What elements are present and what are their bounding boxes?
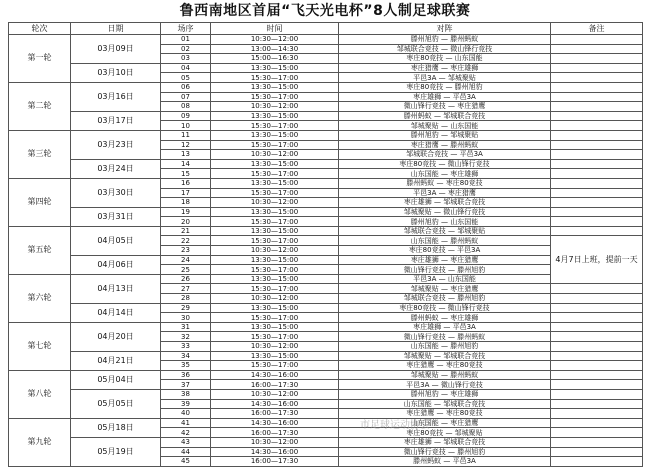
fixture-cell: 山东国能 — 枣庄猎鹰 — [339, 418, 551, 428]
time-cell: 10:30—12:00 — [211, 102, 339, 112]
date-cell: 03月10日 — [71, 63, 161, 82]
fixture-cell: 枣庄80竞技 — 山东国能 — [339, 54, 551, 64]
date-cell: 04月05日 — [71, 226, 161, 255]
table-row — [9, 226, 643, 236]
match-no-cell: 28 — [161, 294, 211, 304]
table-row — [9, 35, 643, 45]
fixture-cell: 微山锋行竞技 — 滕州旭豹 — [339, 265, 551, 275]
match-no-cell: 05 — [161, 73, 211, 83]
fixture-cell: 邹城聚贴 — 邹城联合竞技 — [339, 351, 551, 361]
fixture-cell: 邹城聚贴 — 山东国能 — [339, 121, 551, 131]
time-cell: 15:30—17:00 — [211, 361, 339, 371]
fixture-cell: 平邑3A — 山东国能 — [339, 274, 551, 284]
time-cell: 15:30—17:00 — [211, 332, 339, 342]
time-cell: 13:30—15:00 — [211, 226, 339, 236]
match-no-cell: 08 — [161, 102, 211, 112]
match-no-cell: 31 — [161, 322, 211, 332]
table-row — [9, 322, 643, 332]
fixture-cell: 平邑3A — 邹城聚贴 — [339, 73, 551, 83]
fixture-cell: 枣庄雄狮 — 平邑3A — [339, 322, 551, 332]
date-cell: 03月30日 — [71, 178, 161, 207]
remarks-cell — [551, 226, 643, 236]
table-row — [9, 82, 643, 92]
header-fixture: 对阵 — [339, 23, 551, 35]
remarks-cell — [551, 457, 643, 467]
table-row — [9, 207, 643, 217]
remarks-cell — [551, 159, 643, 169]
fixture-cell: 枣庄猎鹰 — 枣庄雄狮 — [339, 63, 551, 73]
page-title: 鲁西南地区首届“飞天光电杯”8人制足球联赛 — [179, 3, 471, 19]
match-no-cell: 29 — [161, 303, 211, 313]
match-no-cell: 24 — [161, 255, 211, 265]
fixture-cell: 滕州蚂蚁 — 邹城联合竞技 — [339, 111, 551, 121]
match-no-cell: 09 — [161, 111, 211, 121]
date-cell: 05月05日 — [71, 389, 161, 418]
fixture-cell: 山东国能 — 枣庄雄狮 — [339, 169, 551, 179]
fixture-cell: 邹城联合竞技 — 微山锋行竞技 — [339, 44, 551, 54]
round-cell: 第四轮 — [9, 178, 71, 226]
table-row — [9, 63, 643, 73]
date-cell: 03月24日 — [71, 159, 161, 178]
time-cell: 15:30—17:00 — [211, 140, 339, 150]
remarks-cell — [551, 35, 643, 45]
time-cell: 10:30—12:00 — [211, 389, 339, 399]
fixture-cell: 滕州蚂蚁 — 枣庄雄狮 — [339, 313, 551, 323]
table-row — [9, 370, 643, 380]
time-cell: 10:30—12:00 — [211, 35, 339, 45]
remarks-cell — [551, 389, 643, 399]
remarks-cell — [551, 361, 643, 371]
remarks-cell — [551, 332, 643, 342]
time-cell: 15:30—17:00 — [211, 265, 339, 275]
time-cell: 13:30—15:00 — [211, 303, 339, 313]
fixture-cell: 滕州蚂蚁 — 平邑3A — [339, 457, 551, 467]
match-no-cell: 02 — [161, 44, 211, 54]
time-cell: 15:30—17:00 — [211, 217, 339, 227]
time-cell: 15:30—17:00 — [211, 121, 339, 131]
time-cell: 15:30—17:00 — [211, 284, 339, 294]
remarks-cell — [551, 370, 643, 380]
time-cell: 15:30—17:00 — [211, 169, 339, 179]
time-cell: 15:30—17:00 — [211, 92, 339, 102]
round-cell: 第七轮 — [9, 322, 71, 370]
fixture-cell: 滕州旭豹 — 山东国能 — [339, 217, 551, 227]
match-no-cell: 04 — [161, 63, 211, 73]
fixture-cell: 枣庄雄狮 — 邹城联合竞技 — [339, 198, 551, 208]
date-cell: 05月19日 — [71, 437, 161, 466]
date-cell: 03月31日 — [71, 207, 161, 226]
remarks-cell — [551, 447, 643, 457]
fixture-cell: 平邑3A — 枣庄猎鹰 — [339, 188, 551, 198]
match-no-cell: 26 — [161, 274, 211, 284]
fixture-cell: 枣庄80竞技 — 平邑3A — [339, 246, 551, 256]
time-cell: 14:30—16:00 — [211, 399, 339, 409]
table-row — [9, 255, 643, 265]
remarks-cell — [551, 130, 643, 140]
match-no-cell: 43 — [161, 437, 211, 447]
header-row — [9, 23, 643, 35]
fixture-cell: 枣庄80竞技 — 微山锋行竞技 — [339, 159, 551, 169]
match-no-cell: 36 — [161, 370, 211, 380]
date-cell: 03月09日 — [71, 35, 161, 64]
round-cell: 第二轮 — [9, 82, 71, 130]
table-row — [9, 274, 643, 284]
time-cell: 15:30—17:00 — [211, 313, 339, 323]
match-no-cell: 15 — [161, 169, 211, 179]
fixture-cell: 枣庄雄狮 — 枣庄猎鹰 — [339, 255, 551, 265]
fixture-cell: 山东国能 — 邹城联合竞技 — [339, 399, 551, 409]
match-no-cell: 20 — [161, 217, 211, 227]
fixture-cell: 枣庄80竞技 — 微山锋行竞技 — [339, 303, 551, 313]
time-cell: 13:30—15:00 — [211, 178, 339, 188]
remarks-cell — [551, 303, 643, 313]
fixture-cell: 滕州蚂蚁 — 枣庄80竞技 — [339, 178, 551, 188]
time-cell: 13:00—14:30 — [211, 44, 339, 54]
date-cell: 03月17日 — [71, 111, 161, 130]
time-cell: 10:30—12:00 — [211, 437, 339, 447]
remarks-cell — [551, 198, 643, 208]
fixture-cell: 山东国能 — 滕州旭豹 — [339, 342, 551, 352]
fixture-cell: 山东国能 — 滕州蚂蚁 — [339, 236, 551, 246]
table-row — [9, 178, 643, 188]
remarks-cell — [551, 399, 643, 409]
fixture-cell: 邹城联合竞技 — 滕州旭豹 — [339, 294, 551, 304]
header-remarks: 备注 — [551, 23, 643, 35]
remarks-cell — [551, 150, 643, 160]
date-cell: 04月20日 — [71, 322, 161, 351]
match-no-cell: 40 — [161, 409, 211, 419]
time-cell: 13:30—15:00 — [211, 322, 339, 332]
remarks-cell — [551, 121, 643, 131]
remarks-cell — [551, 313, 643, 323]
match-no-cell: 39 — [161, 399, 211, 409]
header-time: 时间 — [211, 23, 339, 35]
match-no-cell: 34 — [161, 351, 211, 361]
remarks-cell — [551, 73, 643, 83]
time-cell: 15:30—17:00 — [211, 236, 339, 246]
table-row — [9, 159, 643, 169]
time-cell: 15:30—17:00 — [211, 188, 339, 198]
match-no-cell: 32 — [161, 332, 211, 342]
fixture-cell: 滕州旭豹 — 滕州蚂蚁 — [339, 35, 551, 45]
time-cell: 13:30—15:00 — [211, 159, 339, 169]
match-no-cell: 27 — [161, 284, 211, 294]
fixture-cell: 微山锋行竞技 — 枣庄猎鹰 — [339, 102, 551, 112]
remarks-cell — [551, 351, 643, 361]
remarks-cell — [551, 92, 643, 102]
fixture-cell: 平邑3A — 微山锋行竞技 — [339, 380, 551, 390]
table-row — [9, 351, 643, 361]
round-cell: 第五轮 — [9, 226, 71, 274]
remarks-cell — [551, 217, 643, 227]
time-cell: 10:30—12:00 — [211, 150, 339, 160]
match-no-cell: 19 — [161, 207, 211, 217]
time-cell: 15:30—17:00 — [211, 73, 339, 83]
time-cell: 10:30—12:00 — [211, 198, 339, 208]
match-no-cell: 22 — [161, 236, 211, 246]
match-no-cell: 44 — [161, 447, 211, 457]
fixture-cell: 枣庄猎鹰 — 枣庄80竞技 — [339, 361, 551, 371]
match-no-cell: 23 — [161, 246, 211, 256]
date-cell: 05月04日 — [71, 370, 161, 389]
time-cell: 13:30—15:00 — [211, 255, 339, 265]
remarks-cell — [551, 63, 643, 73]
fixture-cell: 邹城聚贴 — 滕州蚂蚁 — [339, 370, 551, 380]
fixture-cell: 枣庄猎鹰 — 滕州蚂蚁 — [339, 140, 551, 150]
remarks-cell — [551, 44, 643, 54]
match-no-cell: 37 — [161, 380, 211, 390]
time-cell: 13:30—15:00 — [211, 351, 339, 361]
match-no-cell: 35 — [161, 361, 211, 371]
remarks-cell — [551, 188, 643, 198]
match-no-cell: 38 — [161, 389, 211, 399]
remarks-cell — [551, 140, 643, 150]
schedule-table — [8, 22, 643, 467]
match-no-cell: 30 — [161, 313, 211, 323]
time-cell: 16:00—17:30 — [211, 457, 339, 467]
time-cell: 13:30—15:00 — [211, 274, 339, 284]
fixture-cell: 枣庄猎鹰 — 枣庄80竞技 — [339, 409, 551, 419]
match-no-cell: 01 — [161, 35, 211, 45]
remarks-cell — [551, 437, 643, 447]
round-cell: 第九轮 — [9, 418, 71, 466]
remarks-cell — [551, 380, 643, 390]
remarks-cell — [551, 322, 643, 332]
match-no-cell: 10 — [161, 121, 211, 131]
date-cell: 04月21日 — [71, 351, 161, 370]
remarks-cell — [551, 111, 643, 121]
remarks-cell — [551, 342, 643, 352]
fixture-cell: 邹城聚贴 — 微山锋行竞技 — [339, 207, 551, 217]
time-cell: 10:30—12:00 — [211, 294, 339, 304]
remarks-cell — [551, 102, 643, 112]
time-cell: 13:30—15:00 — [211, 207, 339, 217]
remarks-cell — [551, 178, 643, 188]
remarks-cell — [551, 82, 643, 92]
round-cell: 第三轮 — [9, 130, 71, 178]
fixture-cell: 滕州旭豹 — 邹城聚贴 — [339, 130, 551, 140]
table-row — [9, 389, 643, 399]
table-row — [9, 111, 643, 121]
fixture-cell: 邹城聚贴 — 枣庄猎鹰 — [339, 284, 551, 294]
match-no-cell: 16 — [161, 178, 211, 188]
header-round: 轮次 — [9, 23, 71, 35]
remarks-cell — [551, 54, 643, 64]
fixture-cell: 微山锋行竞技 — 滕州蚂蚁 — [339, 332, 551, 342]
match-no-cell: 14 — [161, 159, 211, 169]
match-no-cell: 33 — [161, 342, 211, 352]
round-cell: 第六轮 — [9, 274, 71, 322]
match-no-cell: 21 — [161, 226, 211, 236]
match-no-cell: 25 — [161, 265, 211, 275]
time-cell: 14:30—16:00 — [211, 418, 339, 428]
remarks-cell — [551, 207, 643, 217]
match-no-cell: 13 — [161, 150, 211, 160]
time-cell: 13:30—15:00 — [211, 130, 339, 140]
time-cell: 15:00—16:30 — [211, 54, 339, 64]
date-cell: 04月13日 — [71, 274, 161, 303]
time-cell: 10:30—12:00 — [211, 246, 339, 256]
date-cell: 04月06日 — [71, 255, 161, 274]
date-cell: 03月23日 — [71, 130, 161, 159]
schedule-body — [9, 35, 643, 467]
remarks-cell: 4月7日上班，提前一天 — [551, 236, 643, 284]
time-cell: 13:30—15:00 — [211, 82, 339, 92]
header-match-no: 场序 — [161, 23, 211, 35]
header-date: 日期 — [71, 23, 161, 35]
round-cell: 第一轮 — [9, 35, 71, 83]
time-cell: 14:30—16:00 — [211, 370, 339, 380]
time-cell: 10:30—12:00 — [211, 342, 339, 352]
match-no-cell: 07 — [161, 92, 211, 102]
match-no-cell: 45 — [161, 457, 211, 467]
match-no-cell: 03 — [161, 54, 211, 64]
time-cell: 16:00—17:30 — [211, 380, 339, 390]
match-no-cell: 17 — [161, 188, 211, 198]
fixture-cell: 邹城联合竞技 — 平邑3A — [339, 150, 551, 160]
time-cell: 14:30—16:00 — [211, 447, 339, 457]
match-no-cell: 42 — [161, 428, 211, 438]
fixture-cell: 邹城联合竞技 — 邹城聚贴 — [339, 226, 551, 236]
time-cell: 13:30—15:00 — [211, 111, 339, 121]
table-row — [9, 437, 643, 447]
remarks-cell — [551, 169, 643, 179]
fixture-cell: 枣庄80竞技 — 滕州旭豹 — [339, 82, 551, 92]
time-cell: 16:00—17:30 — [211, 409, 339, 419]
fixture-cell: 枣庄雄狮 — 平邑3A — [339, 92, 551, 102]
match-no-cell: 12 — [161, 140, 211, 150]
date-cell: 03月16日 — [71, 82, 161, 111]
match-no-cell: 41 — [161, 418, 211, 428]
table-row — [9, 303, 643, 313]
fixture-cell: 枣庄雄狮 — 邹城联合竞技 — [339, 437, 551, 447]
round-cell: 第八轮 — [9, 370, 71, 418]
match-no-cell: 11 — [161, 130, 211, 140]
fixture-cell: 滕州旭豹 — 枣庄雄狮 — [339, 389, 551, 399]
match-no-cell: 06 — [161, 82, 211, 92]
watermark: 市足球运动协会 — [360, 420, 430, 431]
date-cell: 04月14日 — [71, 303, 161, 322]
time-cell: 13:30—15:00 — [211, 63, 339, 73]
fixture-cell: 枣庄80竞技 — 邹城聚贴 — [339, 428, 551, 438]
date-cell: 05月18日 — [71, 418, 161, 437]
fixture-cell: 微山锋行竞技 — 滕州旭豹 — [339, 447, 551, 457]
match-no-cell: 18 — [161, 198, 211, 208]
remarks-cell — [551, 284, 643, 294]
table-row — [9, 130, 643, 140]
time-cell: 16:00—17:30 — [211, 428, 339, 438]
remarks-cell — [551, 294, 643, 304]
